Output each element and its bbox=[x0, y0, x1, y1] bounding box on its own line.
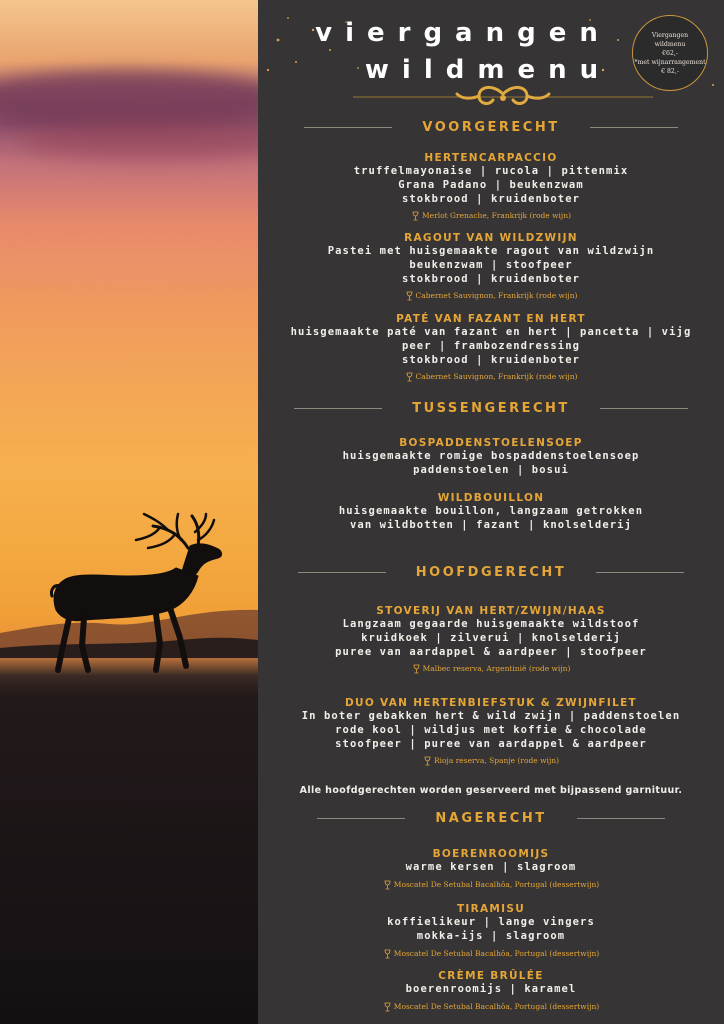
divider bbox=[298, 572, 386, 573]
dish-line: Pastei met huisgemaakte ragout van wildzwijn bbox=[327, 245, 655, 257]
badge-price: €62,- bbox=[662, 49, 678, 57]
dish-line: rode kool | wildjus met koffie & chocolade bbox=[335, 723, 647, 736]
section-nagerecht bbox=[258, 811, 724, 826]
wine-text: Cabernet Sauvignon, Frankrijk (rode wijn) bbox=[415, 291, 578, 301]
menu-title-line1: viergangen bbox=[315, 18, 611, 48]
wine-pairing bbox=[411, 210, 571, 222]
garnish-note: Alle hoofdgerechten worden geserveerd met bijpassend garnituur. bbox=[299, 785, 683, 796]
dish-wildbouillon bbox=[258, 491, 724, 533]
menu-title-line2: wildmenu bbox=[364, 55, 612, 85]
wine-text: Malbec reserva, Argentinië (rode wijn) bbox=[422, 664, 571, 674]
dish-creme-brulee bbox=[258, 969, 724, 1016]
dish-name: HERTENCARPACCIO bbox=[424, 152, 558, 164]
dish-tiramisu bbox=[258, 902, 724, 963]
wine-glass-icon bbox=[405, 291, 414, 301]
wine-glass-icon bbox=[411, 211, 420, 221]
dish-name: WILDBOUILLON bbox=[437, 492, 545, 504]
dish-bospaddenstoelensoep bbox=[258, 436, 724, 478]
divider bbox=[577, 818, 665, 819]
dish-line: boerenroomijs | karamel bbox=[405, 983, 577, 995]
dish-line: huisgemaakte paté van fazant en hert | pancetta | vijg bbox=[290, 326, 692, 338]
dish-stoverij bbox=[258, 604, 724, 678]
divider bbox=[304, 127, 392, 128]
wine-glass-icon bbox=[383, 949, 392, 959]
dish-line: stokbrood | kruidenboter bbox=[401, 272, 581, 285]
badge-line: Viergangen bbox=[651, 31, 689, 39]
badge-line: *met wijnarrangement bbox=[634, 58, 706, 66]
deer-icon bbox=[48, 510, 233, 678]
wine-text: Cabernet Sauvignon, Frankrijk (rode wijn) bbox=[415, 372, 578, 382]
wine-glass-icon bbox=[383, 1002, 392, 1012]
dish-line: stokbrood | kruidenboter bbox=[401, 192, 581, 205]
dish-duo-hertenbiefstuk-zwijnfilet bbox=[258, 696, 724, 770]
dish-line: van wildbotten | fazant | knolselderij bbox=[349, 518, 633, 531]
dish-line: huisgemaakte bouillon, langzaam getrokken bbox=[338, 505, 644, 517]
section-title: TUSSENGERECHT bbox=[412, 401, 570, 416]
wine-pairing bbox=[383, 879, 599, 891]
dish-name: BOSPADDENSTOELENSOEP bbox=[399, 437, 583, 449]
dish-line: paddenstoelen | bosui bbox=[413, 463, 569, 476]
dish-line: stokbrood | kruidenboter bbox=[401, 353, 581, 366]
divider bbox=[600, 408, 688, 409]
dish-line: kruidkoek | zilverui | knolselderij bbox=[361, 631, 621, 644]
wine-pairing bbox=[423, 755, 559, 767]
divider bbox=[294, 408, 382, 409]
section-tussengerecht bbox=[258, 401, 724, 416]
price-badge bbox=[632, 15, 708, 91]
dish-line: beukenzwam | stoofpeer bbox=[409, 258, 573, 271]
wine-text: Moscatel De Setubal Bacalhôa, Portugal (dessertwijn) bbox=[393, 948, 600, 958]
badge-price: € 82,- bbox=[661, 67, 679, 75]
section-title: NAGERECHT bbox=[435, 811, 547, 826]
section-title: HOOFDGERECHT bbox=[415, 565, 567, 580]
dish-name: RAGOUT VAN WILDZWIJN bbox=[404, 232, 578, 244]
badge-line: wildmenu bbox=[654, 40, 686, 48]
dish-name: DUO VAN HERTENBIEFSTUK & ZWIJNFILET bbox=[344, 697, 637, 709]
menu-panel bbox=[258, 0, 724, 1024]
section-hoofdgerecht bbox=[258, 565, 724, 580]
wine-glass-icon bbox=[383, 880, 392, 890]
dish-line: truffelmayonaise | rucola | pittenmix bbox=[353, 165, 629, 177]
wine-pairing bbox=[383, 948, 599, 960]
dish-line: warme kersen | slagroom bbox=[405, 861, 577, 873]
dish-line: puree van aardappel & aardpeer | stoofpeer bbox=[335, 645, 647, 658]
dish-boerenroomijs bbox=[258, 847, 724, 894]
cloud bbox=[20, 120, 258, 160]
dish-ragout-van-wildzwijn bbox=[258, 231, 724, 305]
dish-line: peer | frambozendressing bbox=[401, 339, 581, 352]
divider bbox=[590, 127, 678, 128]
dish-name: BOERENROOMIJS bbox=[432, 848, 550, 860]
wine-pairing bbox=[405, 371, 578, 383]
dish-line: huisgemaakte romige bospaddenstoelensoep bbox=[342, 450, 640, 462]
wine-text: Merlot Grenache, Frankrijk (rode wijn) bbox=[422, 211, 571, 221]
dish-line: In boter gebakken hert & wild zwijn | paddenstoelen bbox=[301, 710, 681, 722]
wine-text: Moscatel De Setubal Bacalhôa, Portugal (dessertwijn) bbox=[393, 879, 600, 889]
dish-line: mokka-ijs | slagroom bbox=[416, 929, 566, 942]
divider bbox=[596, 572, 684, 573]
dish-line: stoofpeer | puree van aardappel & aardpeer bbox=[335, 737, 647, 750]
dish-line: Grana Padano | beukenzwam bbox=[398, 178, 584, 191]
dish-line: Langzaam gegaarde huisgemaakte wildstoof bbox=[342, 618, 640, 630]
dish-pate-van-fazant-en-hert bbox=[258, 312, 724, 386]
dish-name: TIRAMISU bbox=[456, 903, 526, 915]
divider bbox=[317, 818, 405, 819]
section-title: VOORGERECHT bbox=[422, 120, 560, 135]
wine-text: Moscatel De Setubal Bacalhôa, Portugal (dessertwijn) bbox=[393, 1001, 600, 1011]
deer-sunset-photo bbox=[0, 0, 258, 1024]
wine-text: Rioja reserva, Spanje (rode wijn) bbox=[433, 756, 560, 766]
dish-line: koffielikeur | lange vingers bbox=[387, 916, 595, 928]
wine-pairing bbox=[383, 1001, 599, 1013]
wine-pairing bbox=[412, 663, 571, 675]
dish-name: PATÉ VAN FAZANT EN HERT bbox=[396, 313, 586, 325]
cloud bbox=[0, 250, 258, 280]
wine-glass-icon bbox=[412, 664, 421, 674]
wine-glass-icon bbox=[423, 756, 432, 766]
dish-name: STOVERIJ VAN HERT/ZWIJN/HAAS bbox=[376, 605, 606, 617]
dish-name: CRÈME BRÛLÉE bbox=[438, 970, 544, 982]
dish-hertencarpaccio bbox=[258, 151, 724, 225]
section-voorgerecht bbox=[258, 120, 724, 135]
wine-glass-icon bbox=[405, 372, 414, 382]
gold-ornament-icon bbox=[353, 82, 653, 112]
wine-pairing bbox=[405, 290, 578, 302]
